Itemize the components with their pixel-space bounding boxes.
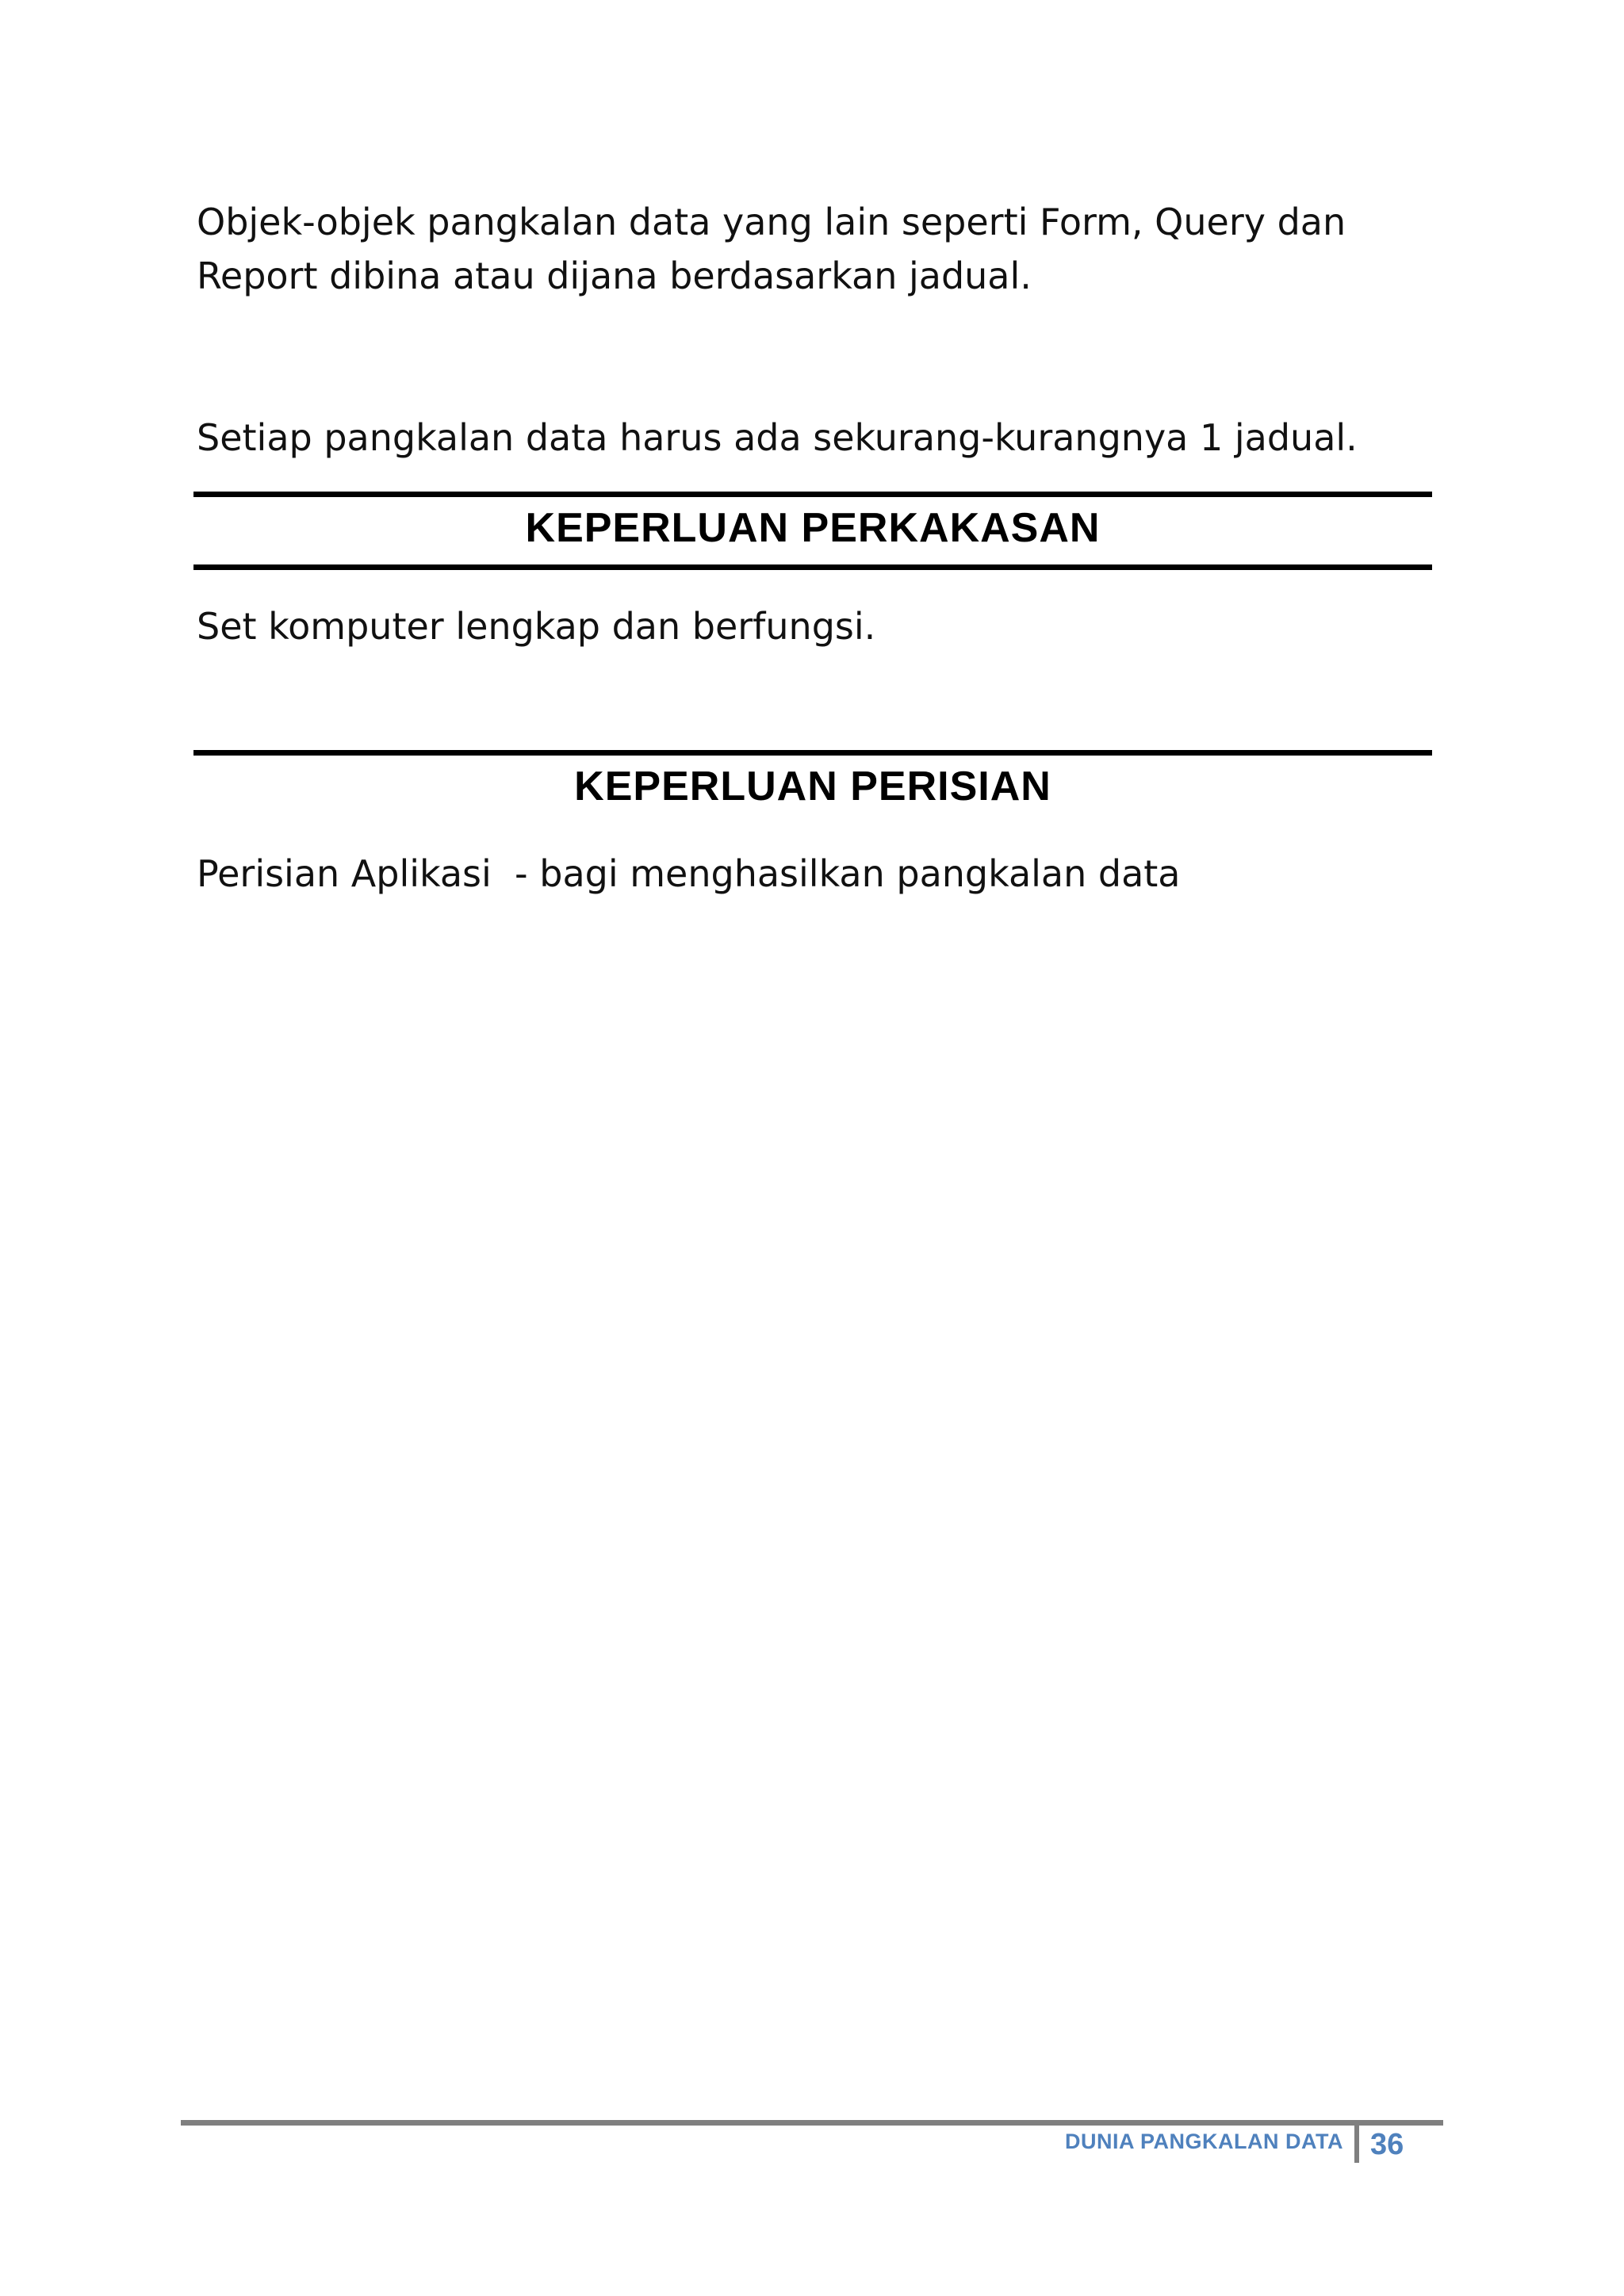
paragraph-objects: Objek-objek pangkalan data yang lain seperti Form, Query dan Report dibina atau dijana berdasarkan jadual. (197, 201, 1346, 297)
heading-software: KEPERLUAN PERISIAN (574, 763, 1051, 809)
footer-rule (181, 2120, 1443, 2126)
section-rule-top-software (193, 750, 1432, 756)
paragraph-table-requirement: Setiap pangkalan data harus ada sekurang-kurangnya 1 jadual. (197, 416, 1358, 459)
heading-hardware: KEPERLUAN PERKAKASAN (525, 505, 1101, 551)
section-rule-bottom-hardware (193, 564, 1432, 570)
section-rule-top-hardware (193, 492, 1432, 497)
paragraph-software: Perisian Aplikasi - bagi menghasilkan pangkalan data (197, 852, 1181, 895)
paragraph-hardware: Set komputer lengkap dan berfungsi. (197, 605, 876, 648)
page-number: 36 (1370, 2128, 1404, 2161)
footer-divider (1354, 2125, 1359, 2163)
footer-title: DUNIA PANGKALAN DATA (1065, 2130, 1343, 2153)
